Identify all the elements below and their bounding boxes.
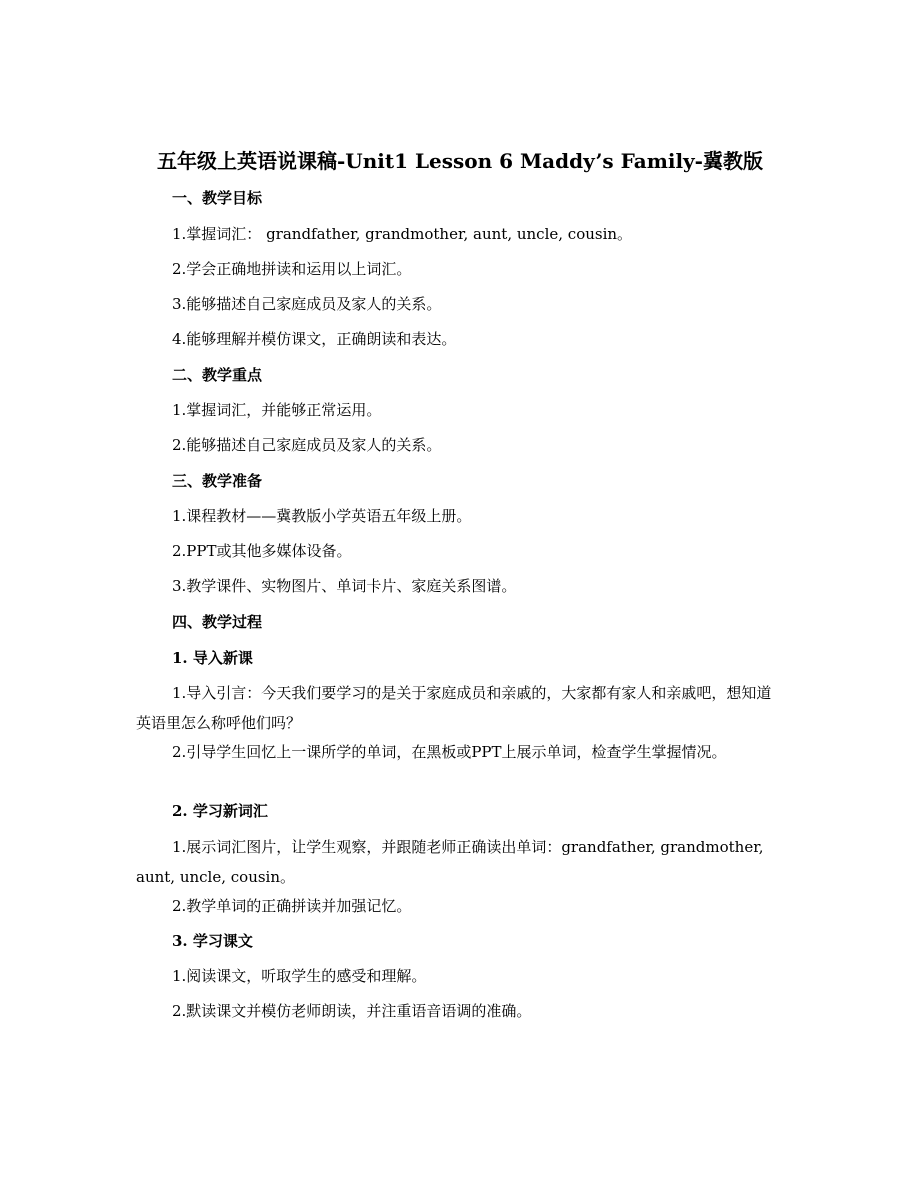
section-heading-process: 四、教学过程 [172,613,263,631]
process-step-3-item-2: 2.默读课文并模仿老师朗读，并注重语音语调的准确。 [172,1002,532,1020]
process-step-heading-2: 2. 学习新词汇 [172,802,268,820]
preparation-item-1: 1.课程教材——冀教版小学英语五年级上册。 [172,507,472,525]
objective-item-2: 2.学会正确地拼读和运用以上词汇。 [172,260,412,278]
section-heading-objectives: 一、教学目标 [172,189,263,207]
process-step-2-item-1: 1.展示词汇图片，让学生观察，并跟随老师正确读出单词：grandfather, grandmother, aunt, uncle, cousin。 [136,838,764,886]
process-step-1-item-2: 2.引导学生回忆上一课所学的单词，在黑板或PPT上展示单词，检查学生掌握情况。 [172,743,727,761]
preparation-item-3: 3.教学课件、实物图片、单词卡片、家庭关系图谱。 [172,577,517,595]
process-step-heading-1: 1. 导入新课 [172,649,253,667]
document-title: 五年级上英语说课稿-Unit1 Lesson 6 Maddy’s Family-冀教版 [157,149,763,173]
key-point-item-2: 2.能够描述自己家庭成员及家人的关系。 [172,436,442,454]
preparation-item-2: 2.PPT或其他多媒体设备。 [172,542,352,560]
section-heading-preparation: 三、教学准备 [172,472,263,490]
process-step-1-item-1: 1.导入引言：今天我们要学习的是关于家庭成员和亲戚的，大家都有家人和亲戚吧，想知道英语里怎么称呼他们吗？ [136,684,772,732]
objective-item-4: 4.能够理解并模仿课文，正确朗读和表达。 [172,330,457,348]
section-heading-key-points: 二、教学重点 [172,366,263,384]
process-step-3-item-1: 1.阅读课文，听取学生的感受和理解。 [172,967,427,985]
objective-item-1: 1.掌握词汇： grandfather, grandmother, aunt, uncle, cousin。 [172,225,633,243]
key-point-item-1: 1.掌握词汇，并能够正常运用。 [172,401,382,419]
process-step-2-item-2: 2.教学单词的正确拼读并加强记忆。 [172,897,412,915]
process-step-heading-3: 3. 学习课文 [172,932,253,950]
objective-item-3: 3.能够描述自己家庭成员及家人的关系。 [172,295,442,313]
